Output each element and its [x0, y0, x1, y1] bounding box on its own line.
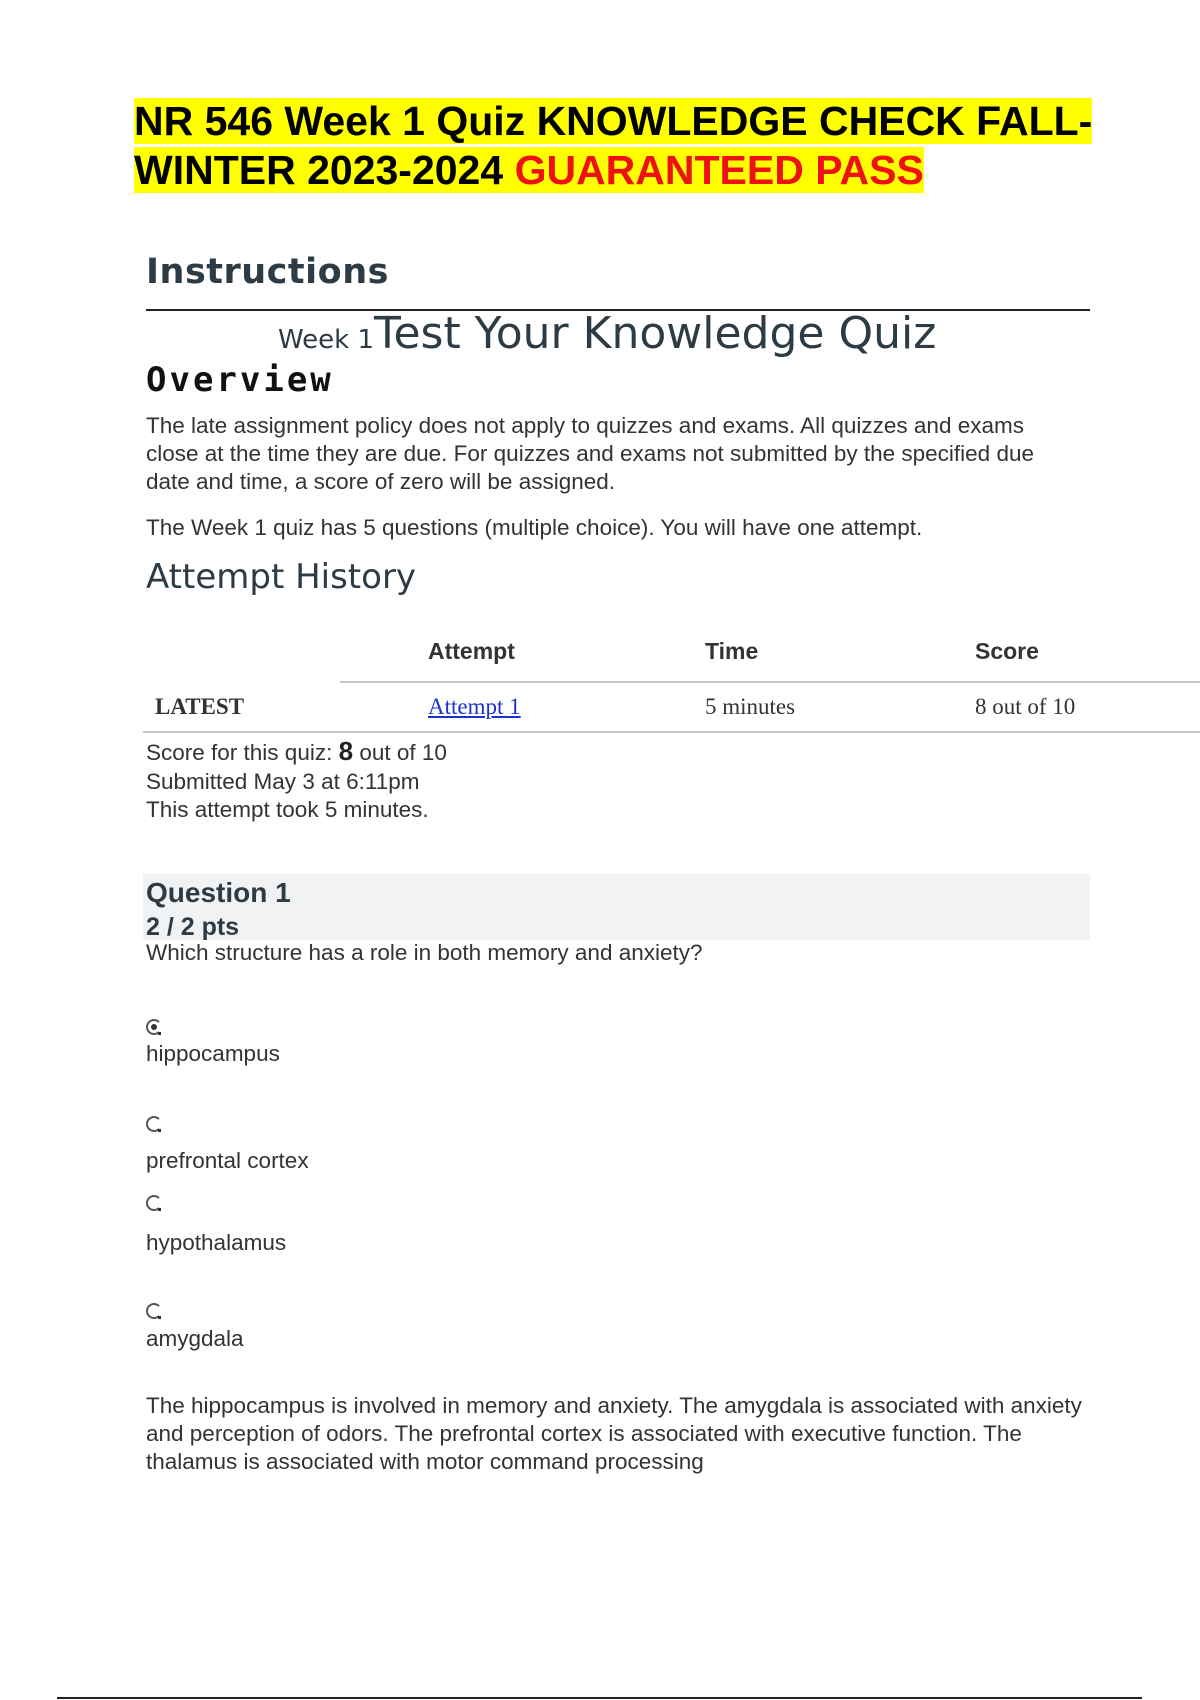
question-text: Which structure has a role in both memory and anxiety?	[146, 940, 703, 965]
score-summary	[146, 737, 456, 825]
answer-radio-amygdala[interactable]	[146, 1303, 162, 1319]
document-title	[134, 97, 1134, 195]
quiz-name: Test Your Knowledge Quiz	[374, 308, 937, 359]
footer-divider	[57, 1697, 1142, 1699]
attempt-time: 5 minutes	[705, 694, 796, 719]
answer-radio-hypothalamus[interactable]	[146, 1195, 162, 1211]
column-header-time: Time	[705, 638, 759, 664]
answer-radio-prefrontal-cortex[interactable]	[146, 1116, 162, 1132]
score-summary-details: out of 10 Submitted May 3 at 6:11pm This attempt took 5 minutes.	[146, 740, 447, 822]
title-text: NR 546 Week 1 Quiz KNOWLEDGE CHECK FALL-WINTER 2023-2024	[134, 98, 1093, 193]
policy-paragraph: The late assignment policy does not apply to quizzes and exams. All quizzes and exams close at the time they are due. For quizzes and exams not submitted by the specified due date and time, a score of zero will be assigned.	[146, 413, 1034, 494]
quiz-title	[278, 308, 936, 359]
answer-label-prefrontal-cortex: prefrontal cortex	[146, 1148, 309, 1173]
attempt-score: 8 out of 10	[975, 694, 1076, 719]
table-header-divider	[340, 681, 1200, 683]
attempt-1-link[interactable]: Attempt 1	[428, 694, 521, 719]
answer-label-hippocampus: hippocampus	[146, 1041, 280, 1066]
score-value: 8	[338, 736, 354, 766]
overview-heading: Overview	[146, 360, 334, 400]
answer-radio-hippocampus[interactable]	[146, 1019, 162, 1035]
column-header-score: Score	[975, 638, 1039, 664]
title-highlight-text: GUARANTEED PASS	[514, 147, 924, 193]
quiz-week-label: Week 1	[278, 325, 375, 355]
answer-explanation: The hippocampus is involved in memory and anxiety. The amygdala is associated with anxiety and perception of odors. The prefrontal cortex is associated with executive function. The thalamus is associated with motor command processing	[146, 1393, 1082, 1474]
column-header-attempt: Attempt	[428, 638, 515, 664]
instructions-heading: Instructions	[146, 252, 389, 292]
answer-label-hypothalamus: hypothalamus	[146, 1230, 287, 1255]
answer-label-amygdala: amygdala	[146, 1326, 244, 1351]
score-summary-prefix: Score for this quiz:	[146, 740, 339, 765]
attempt-history-heading: Attempt History	[146, 557, 417, 597]
table-row-divider	[143, 731, 1200, 733]
question-title: Question 1	[146, 877, 291, 908]
question-points: 2 / 2 pts	[146, 913, 240, 941]
quiz-info-paragraph: The Week 1 quiz has 5 questions (multiple choice). You will have one attempt.	[146, 515, 923, 540]
attempt-row-label: LATEST	[155, 694, 245, 719]
